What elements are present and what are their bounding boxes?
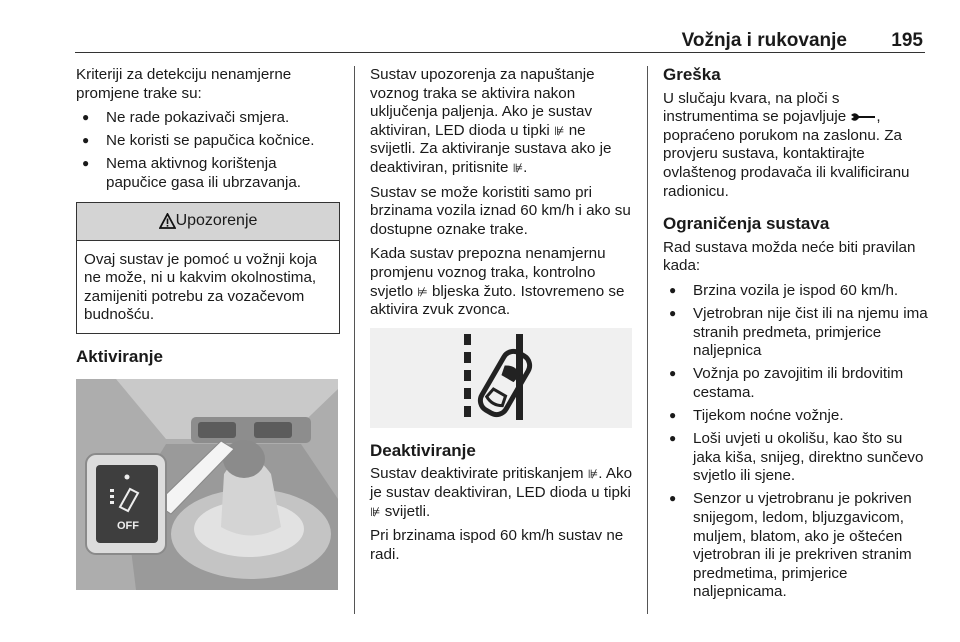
text: Ako je sustav deaktiviran, LED dioda u tipki: [370, 465, 633, 501]
paragraph: [370, 66, 634, 178]
paragraph: [370, 245, 634, 319]
paragraph: Sustav se može koristiti samo pri brzinama vozila iznad 60 km/h i ako su dostupne oznake trake.: [370, 183, 631, 238]
lane-departure-button-icon: ⊯: [554, 123, 565, 138]
off-label: OFF: [117, 519, 139, 532]
section-heading-deactivation: Deaktiviranje: [370, 440, 476, 460]
text: Sustav upozorenja za napuštanje voznog traka se aktivira nakon uključenja paljenja. Ako je sustav aktiviran, LED dioda u tipki: [370, 66, 595, 139]
text: Sustav deaktivirate pritiskanjem: [370, 465, 584, 483]
warning-triangle-icon: [159, 213, 176, 229]
column-divider: [647, 66, 648, 614]
text: .: [523, 158, 528, 176]
paragraph: [663, 90, 929, 202]
lane-departure-button-icon: ⊯: [370, 504, 381, 519]
list-item: ● Nema aktivnog korištenja papučice gasa ili ubrzavanja.: [76, 155, 340, 192]
list-item: ● Brzina vozila je ispod 60 km/h.: [663, 282, 929, 301]
warning-title: Upozorenje: [175, 211, 258, 229]
warning-text: Ovaj sustav je pomoć u vožnji koja ne može, ni u kakvim okolnostima, zamijeniti potrebu za vozačevom budnošću.: [84, 250, 317, 324]
text: Kada sustav prepozna nenamjernu promjenu voznog traka, kontrolno svjetlo: [370, 245, 606, 300]
text: , popraćeno porukom na zaslonu. Za provjeru sustava, kontaktirajte ovlaštenog prodavača ili kvalificiranu radionicu.: [663, 108, 910, 200]
section-heading-activation: Aktiviranje: [76, 346, 163, 366]
section-heading-limitations: Ograničenja sustava: [663, 214, 830, 234]
list-item: ● Senzor u vjetrobranu je pokriven snijegom, ledom, bljuzgavicom, muljem, blatom, ako je oštećen vjetrobran ili je prekriven stranim predmetima, primjerice naljepnicama.: [663, 490, 929, 602]
criteria-list: [76, 109, 340, 192]
page-number: 195: [891, 30, 923, 51]
list-item: ● Vožnja po zavojitim ili brdovitim cestama.: [663, 365, 929, 402]
lane-departure-button-icon: ⊯: [587, 467, 599, 482]
page-header: [75, 30, 925, 53]
paragraph: [370, 465, 634, 521]
list-item: ● Ne rade pokazivači smjera.: [76, 109, 340, 128]
lane-departure-button-icon: ⊯: [512, 160, 524, 175]
text: U slučaju kvara, na ploči s instrumentima se pojavljuje: [663, 89, 847, 126]
section-heading-fault: Greška: [663, 65, 721, 84]
service-wrench-icon: [850, 112, 876, 122]
column-1: [76, 66, 340, 590]
paragraph: Rad sustava možda neće biti pravilan kada:: [663, 238, 916, 275]
console-photo: [76, 379, 338, 590]
text: svijetli.: [384, 502, 431, 520]
limitations-list: [663, 282, 929, 602]
lane-departure-light-icon: ⊭: [417, 284, 428, 299]
warning-box: [76, 202, 340, 334]
text: bljeska žuto. Istovremeno se aktivira zvuk zvonca.: [370, 282, 625, 319]
lane-departure-illustration: [370, 328, 632, 428]
warning-header: [77, 203, 339, 241]
list-item: ● Tijekom noćne vožnje.: [663, 407, 929, 426]
text: ne svijetli. Za aktiviranje sustava ako je deaktiviran, pritisnite: [370, 121, 612, 176]
criteria-intro: Kriteriji za detekciju nenamjerne promjene trake su:: [76, 66, 292, 102]
list-item: ● Vjetrobran nije čist ili na njemu ima stranih predmeta, primjerice naljepnica: [663, 305, 929, 361]
column-2: [370, 66, 634, 570]
column-divider: [354, 66, 355, 614]
list-item: ● Ne koristi se papučica kočnice.: [76, 132, 340, 151]
text: .: [598, 465, 603, 483]
list-item: ● Loši uvjeti u okolišu, kao što su jaka kiša, snijeg, direktno sunčevo svjetlo ili sjene.: [663, 430, 929, 486]
column-3: [663, 66, 929, 608]
header-title: Vožnja i rukovanje: [681, 30, 847, 51]
paragraph: Pri brzinama ispod 60 km/h sustav ne radi.: [370, 527, 624, 563]
